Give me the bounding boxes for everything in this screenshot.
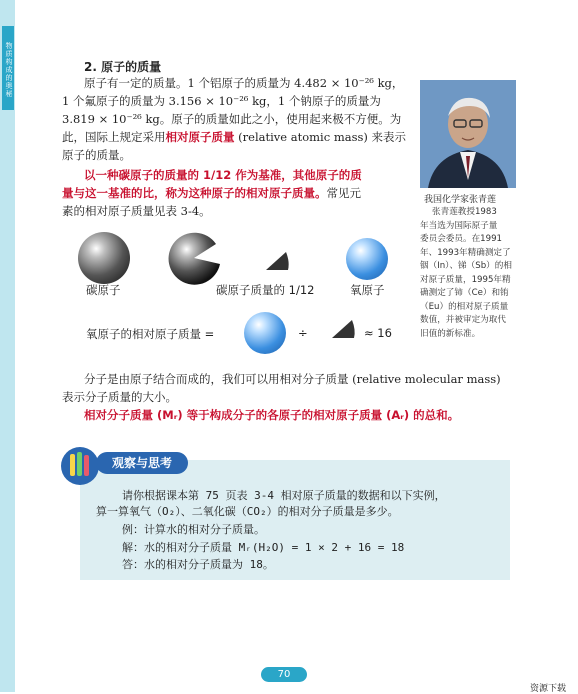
- bio-line10: 旧值的新标准。: [420, 328, 481, 339]
- observe-line1: 请你根据课本第 75 页表 3-4 相对原子质量的数据和以下实例，: [122, 489, 446, 502]
- definition-line1: 以一种碳原子的质量的 1/12 作为基准，其他原子的质: [84, 168, 362, 182]
- carbon-atom-sphere: [78, 232, 130, 284]
- label-oxygen: 氧原子: [350, 283, 385, 297]
- side-tab: [0, 0, 15, 692]
- bio-line7: 确测定了铈（Ce）和铕: [420, 288, 509, 298]
- bio-line2: 年当选为国际原子量: [420, 220, 498, 231]
- section-title: 2. 原子的质量: [84, 60, 162, 74]
- test-tubes-icon: [60, 446, 100, 486]
- para1-line5: 原子的质量。: [62, 148, 131, 162]
- bio-line9: 数值，并被审定为取代: [420, 315, 506, 325]
- chapter-label: 物质构成的奥秘: [2, 26, 14, 110]
- term-relative-atomic-mass: 相对原子质量: [165, 130, 235, 144]
- observe-line5: 答：水的相对分子质量为 18。: [122, 558, 274, 571]
- equation-oxygen-sphere: [244, 312, 286, 354]
- portrait-caption: 我国化学家张青莲: [424, 195, 497, 205]
- carbon-slice-piece: [262, 248, 292, 272]
- observe-line2: 算一算氧气（O₂）、二氧化碳（CO₂）的相对分子质量是多少。: [96, 505, 399, 518]
- portrait-photo: [420, 80, 516, 188]
- carbon-atom-missing-slice: [166, 230, 226, 286]
- para1-line4: 此，国际上规定采用相对原子质量 (relative atomic mass) 来表示: [62, 130, 407, 144]
- corner-text: 资源下载: [530, 684, 567, 694]
- observe-line3: 例：计算水的相对分子质量。: [122, 523, 265, 536]
- bio-line5: 铟（In）、锑（Sb）的相: [420, 261, 512, 271]
- molecule-definition: 相对分子质量 (Mᵣ) 等于构成分子的各原子的相对原子质量 (Aᵣ) 的总和。: [84, 408, 460, 422]
- divide-sign: ÷: [298, 326, 308, 340]
- para1-line3: 3.819 × 10⁻²⁶ kg。原子的质量如此之小，使用起来极不方便。为: [62, 112, 402, 126]
- para1-line2: 1 个氟原子的质量为 3.156 × 10⁻²⁶ kg，1 个钠原子的质量为: [62, 94, 381, 108]
- observe-line4: 解：水的相对分子质量 Mᵣ(H₂O) = 1 × 2 + 16 = 18: [122, 541, 405, 554]
- definition-line2: 量与这一基准的比，称为这种原子的相对原子质量。常见元: [62, 186, 361, 200]
- molecule-line1: 分子是由原子结合而成的，我们可以用相对分子质量 (relative molecular mass): [84, 372, 501, 386]
- bio-line1: 张青莲教授1983: [432, 207, 497, 217]
- molecule-line2: 表示分子质量的大小。: [62, 390, 177, 404]
- para1-line1: 原子有一定的质量。1 个铝原子的质量为 4.482 × 10⁻²⁶ kg，: [84, 76, 404, 90]
- label-carbon: 碳原子: [86, 283, 121, 297]
- bio-line6: 对原子质量，1995年精: [420, 274, 511, 285]
- bio-line4: 年、1993年精确测定了: [420, 247, 511, 258]
- equation-prefix: 氧原子的相对原子质量 =: [86, 327, 215, 341]
- bio-line8: （Eu）的相对原子质量: [420, 301, 509, 312]
- label-carbon-fraction: 碳原子质量的 1/12: [216, 283, 315, 297]
- equation-carbon-slice: [328, 316, 358, 340]
- page-number: 70: [261, 667, 307, 682]
- approx-result: ≈ 16: [364, 326, 392, 340]
- observe-badge: 观察与思考: [96, 452, 188, 474]
- oxygen-atom-sphere: [346, 238, 388, 280]
- definition-line3: 素的相对原子质量见表 3-4。: [62, 204, 211, 218]
- bio-line3: 委员会委员。在1991: [420, 234, 503, 244]
